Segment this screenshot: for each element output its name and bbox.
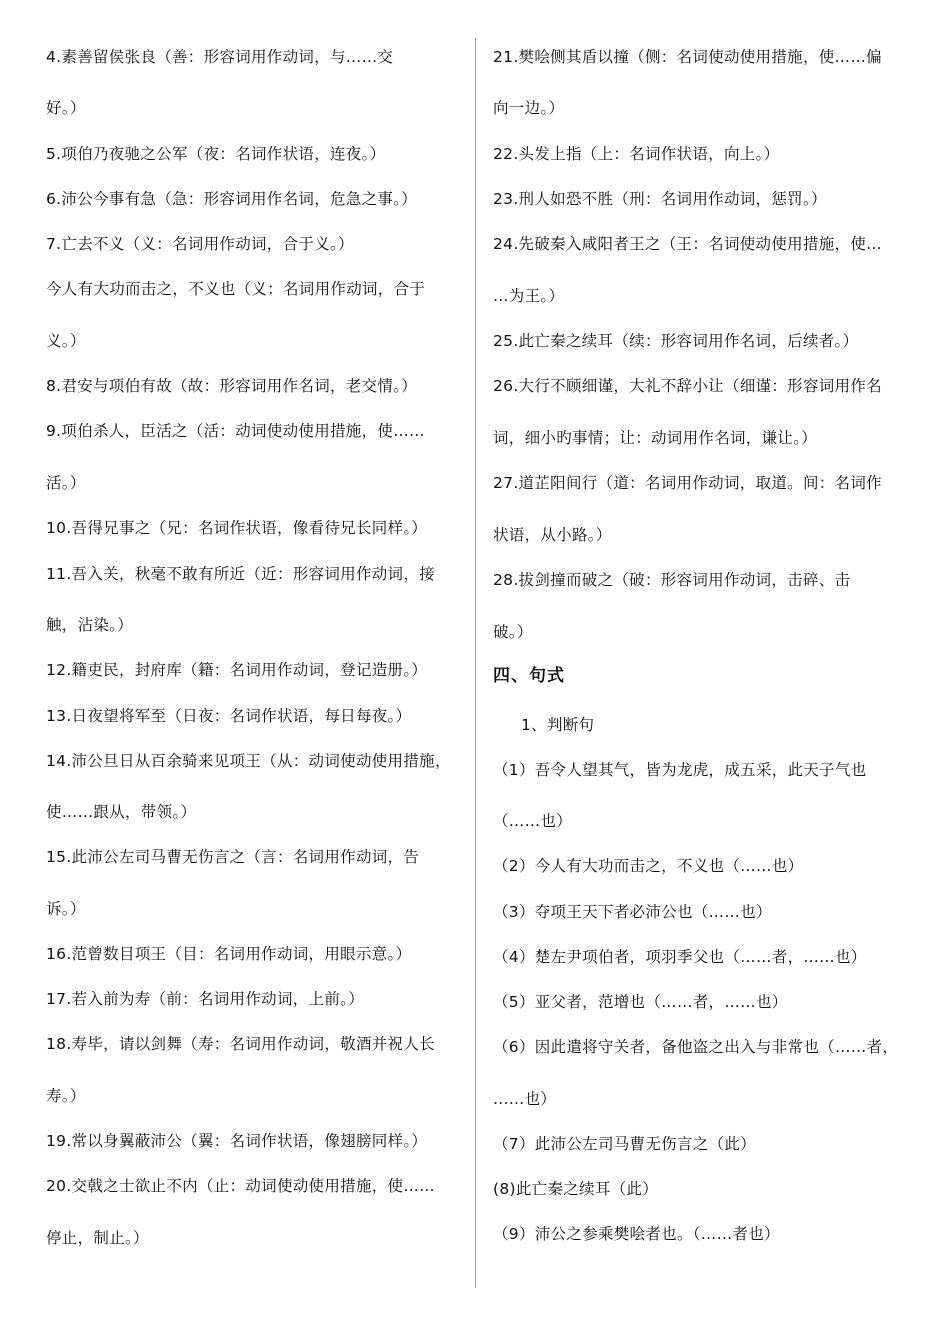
text-line: 5.项伯乃夜驰之公军（夜：名词作状语，连夜。）	[46, 145, 386, 163]
text-line: 4.素善留侯张良（善：形容词用作动词，与……交	[46, 48, 394, 66]
text-line: 25.此亡秦之续耳（续：形容词用作名词，后续者。）	[493, 332, 859, 350]
text-line: 20.交戟之士欲止不内（止：动词使动使用措施，使……	[46, 1177, 435, 1195]
text-line: 11.吾入关，秋毫不敢有所近（近：形容词用作动词，接	[46, 565, 435, 583]
sentence-line: （9）沛公之参乘樊哙者也。（……者也）	[493, 1225, 780, 1243]
text-line: 13.日夜望将军至（日夜：名词作状语，每日每夜。）	[46, 707, 412, 725]
text-line: 状语，从小路。）	[493, 526, 612, 544]
sentence-line: （4）楚左尹项伯者，项羽季父也（……者，……也）	[493, 948, 867, 966]
text-line: 28.拔剑撞而破之（破：形容词用作动词，击碎、击	[493, 571, 851, 589]
text-line: 活。）	[46, 474, 86, 492]
text-line: 27.道芷阳间行（道：名词用作动词，取道。间：名词作	[493, 474, 882, 492]
text-line: 义。）	[46, 332, 86, 350]
sentence-line: ……也）	[493, 1090, 557, 1108]
column-divider	[475, 38, 476, 1288]
text-line: 24.先破秦入咸阳者王之（王：名词使动使用措施，使…	[493, 235, 882, 253]
text-line: 好。）	[46, 99, 86, 117]
sentence-line: （3）夺项王天下者必沛公也（……也）	[493, 903, 772, 921]
text-line: 15.此沛公左司马曹无伤言之（言：名词用作动词，告	[46, 848, 420, 866]
sentence-line: （1）吾令人望其气，皆为龙虎，成五采，此天子气也	[493, 761, 867, 779]
text-line: 18.寿毕，请以剑舞（寿：名词用作动词，敬酒并祝人长	[46, 1035, 435, 1053]
sentence-line: （7）此沛公左司马曹无伤言之（此）	[493, 1135, 756, 1153]
text-line: 9.项伯杀人，臣活之（活：动词使动使用措施，使……	[46, 422, 425, 440]
text-line: 10.吾得兄事之（兄：名词作状语，像看待兄长同样。）	[46, 519, 428, 537]
text-line: 8.君安与项伯有故（故：形容词用作名词，老交情。）	[46, 377, 418, 395]
text-line: 21.樊哙侧其盾以撞（侧：名词使动使用措施，使……偏	[493, 48, 882, 66]
text-line: 14.沛公旦日从百余骑来见项王（从：动词使动使用措施，	[46, 752, 451, 770]
text-line: 词，细小旳事情；让：动词用作名词，谦让。）	[493, 429, 818, 447]
text-line: 17.若入前为寿（前：名词用作动词，上前。）	[46, 990, 365, 1008]
text-line: 22.头发上指（上：名词作状语，向上。）	[493, 145, 780, 163]
text-line: 6.沛公今事有急（急：形容词用作名词，危急之事。）	[46, 190, 418, 208]
text-line: 使……跟从，带领。）	[46, 803, 197, 821]
text-line: 诉。）	[46, 900, 86, 918]
sentence-line: (8)此亡秦之续耳（此）	[493, 1180, 659, 1198]
sentence-line: （……也）	[493, 812, 573, 830]
text-line: 23.刑人如恐不胜（刑：名词用作动词，惩罚。）	[493, 190, 827, 208]
text-line: 寿。）	[46, 1087, 86, 1105]
text-line: 停止，制止。）	[46, 1229, 149, 1247]
text-line: …为王。）	[493, 287, 565, 305]
text-line: 16.范曾数目项王（目：名词用作动词，用眼示意。）	[46, 945, 412, 963]
text-line: 今人有大功而击之，不义也（义：名词用作动词，合于	[46, 280, 426, 298]
text-line: 12.籍吏民，封府库（籍：名词用作动词，登记造册。）	[46, 661, 428, 679]
section-heading: 四、句式	[493, 666, 565, 686]
sentence-line: （5）亚父者，范增也（……者，……也）	[493, 993, 788, 1011]
sentence-line: （2）今人有大功而击之，不义也（……也）	[493, 857, 804, 875]
text-line: 向一边。）	[493, 99, 565, 117]
text-line: 19.常以身翼蔽沛公（翼：名词作状语，像翅膀同样。）	[46, 1132, 428, 1150]
sentence-line: （6）因此遣将守关者，备他盗之出入与非常也（……者，	[493, 1038, 899, 1056]
text-line: 破。）	[493, 623, 533, 641]
text-line: 7.亡去不义（义：名词用作动词，合于义。）	[46, 235, 354, 253]
subheading: 1、判断句	[521, 716, 595, 734]
text-line: 触，沾染。）	[46, 616, 134, 634]
text-line: 26.大行不顾细谨，大礼不辞小让（细谨：形容词用作名	[493, 377, 882, 395]
